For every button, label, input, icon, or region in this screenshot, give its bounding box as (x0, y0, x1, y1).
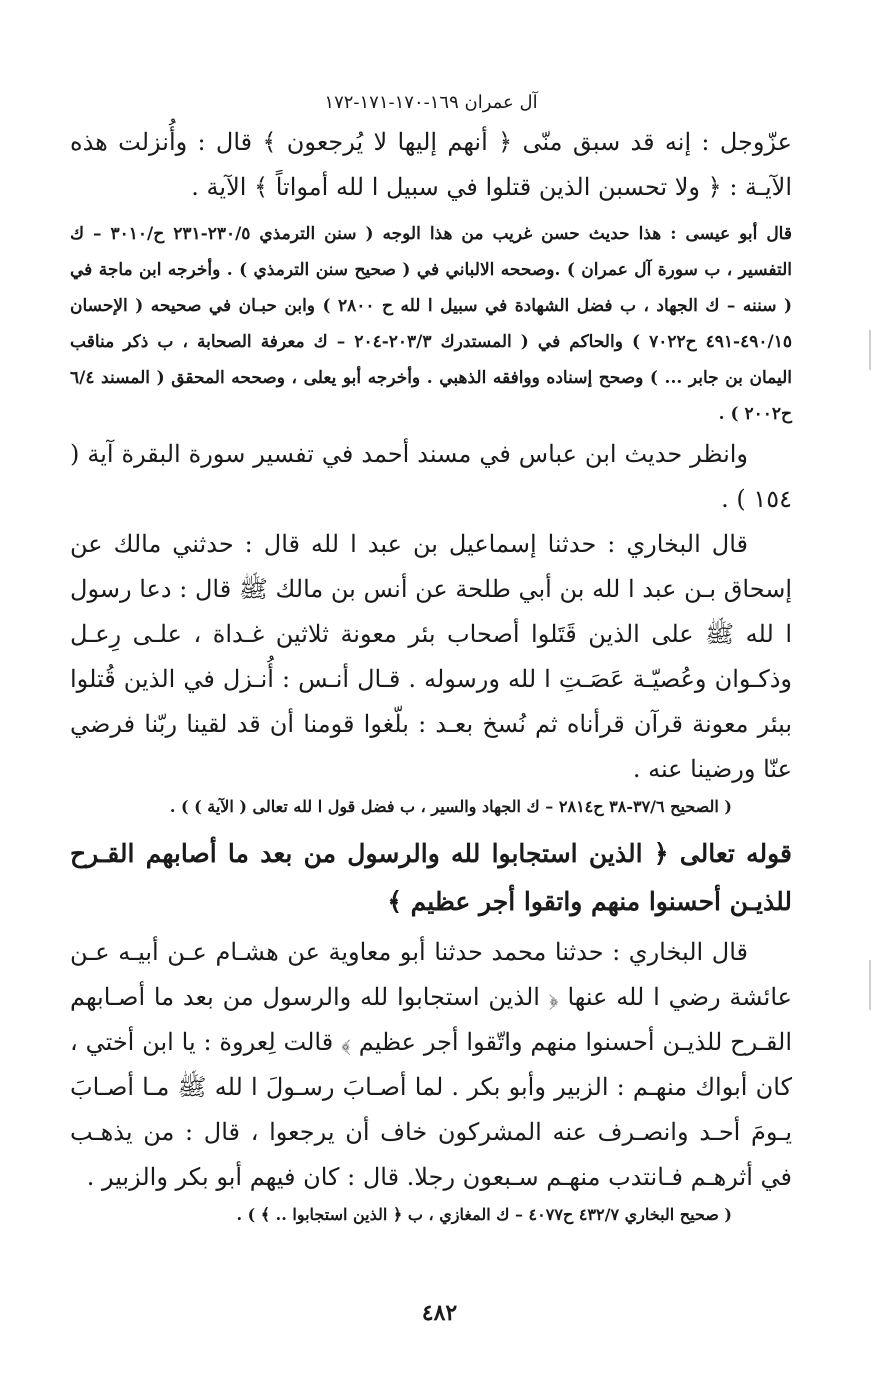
paragraph-continuation: عزّوجل : إنه قد سبق منّى ﴿ أنهم إليها لا يُرجعون ﴾ قال : وأُنزلت هذه الآيـة : ﴿ ولا تحسبن الذين قتلوا في سبيل ا لله أمواتاً ﴾ الآية . (70, 128, 792, 201)
cross-reference-paragraph: وانظر حديث ابن عباس في مسند أحمد في تفسير سورة البقرة آية ( ١٥٤ ) . (70, 440, 792, 513)
hadith-grading-note: قال أبو عيسى : هذا حديث حسن غريب من هذا الوجه ( سنن الترمذي ٢٣٠/٥-٢٣١ ح/٣٠١٠ – ك التفسير ، ب سورة آل عمران ) .وصححه الالباني في ( صحيح سنن الترمذي ) . وأخرجه ابن ماجة في ( سننه – ك الجهاد ، ب فضل الشهادة في سبيل ا لله ح ٢٨٠٠ ) وابن حبـان في صحيحه ( الإحسان ٤٩٠/١٥-٤٩١ ح٧٠٢٢ ) والحاكم في ( المستدرك ٢٠٣/٣-٢٠٤ – ك معرفة الصحابة ، ب ذكر مناقب اليمان بن جابر ... ) وصحح إسناده ووافقه الذهبي . وأخرجه أبو يعلى ، وصححه المحقق ( المسند ٦/٤ ح٢٠٠٢ ) . (70, 224, 792, 424)
page-content (70, 88, 792, 1230)
verse-heading: قوله تعالى ﴿ الذين استجابوا لله والرسول من بعد ما أصابهم القـرح للذيـن أحسنوا منهم واتقوا أجر عظيم ﴾ (70, 839, 792, 916)
page-number: ٤٨٢ (421, 1300, 458, 1326)
bukhari-narration-paragraph: قال البخاري : حدثنا إسماعيل بن عبد ا لله قال : حدثني مالك عن إسحاق بـن عبد ا لله بن أبي طلحة عن أنس بن مالك ﷺ قال : دعا رسول ا لله ﷺ على الذين قَتَلوا أصحاب بئر معونة ثلاثين غـداة ، علـى رِعـل وذكـوان وعُصيّـة عَصَـتِ ا لله ورسوله . قـال أنـس : أُنـزل في الذين قُتلوا ببئر معونة قرآن قرأناه ثم نُسخ بعـد : بلّغوا قومنا أن قد لقينا ربّنا فرضي عنّا ورضينا عنه . (70, 530, 792, 783)
source-reference: ( الصحيح ٣٧/٦-٣٨ ح٢٨١٤ – ك الجهاد والسير ، ب فضل قول ا لله تعالى ( الآية ) ) . (169, 797, 732, 816)
aisha-narration-paragraph: قال البخاري : حدثنا محمد حدثنا أبو معاوية عن هشـام عـن أبيـه عـن عائشة رضي ا لله عنها ﴿ الذين استجابوا لله والرسول من بعد ما أصـابهم القـرح للذيـن أحسنوا منهم واتّقوا أجر عظيم ﴾ قالت لِعروة : يا ابن أختي ، كان أبواك منهـم : الزبير وأبو بكر . لما أصـابَ رسـولَ ا لله ﷺ مـا أصـابَ يـومَ أحـد وانصـرف عنه المشركون خاف أن يرجعوا ، قال : من يذهـب في أثرهـم فـانتدب منهـم سـبعون رجلا. قال : كان فيهم أبو بكر والزبير . (70, 938, 792, 1191)
source-reference-bukhari: ( صحيح البخاري ٤٣٢/٧ ح٤٠٧٧ – ك المغازي ، ب ﴿ الذين استجابوا .. ﴾ ) . (236, 1205, 732, 1224)
scan-edge-mark (869, 960, 871, 1010)
scan-edge-mark (869, 330, 871, 370)
running-header: آل عمران ١٦٩-١٧٠-١٧١-١٧٢ (324, 92, 538, 113)
